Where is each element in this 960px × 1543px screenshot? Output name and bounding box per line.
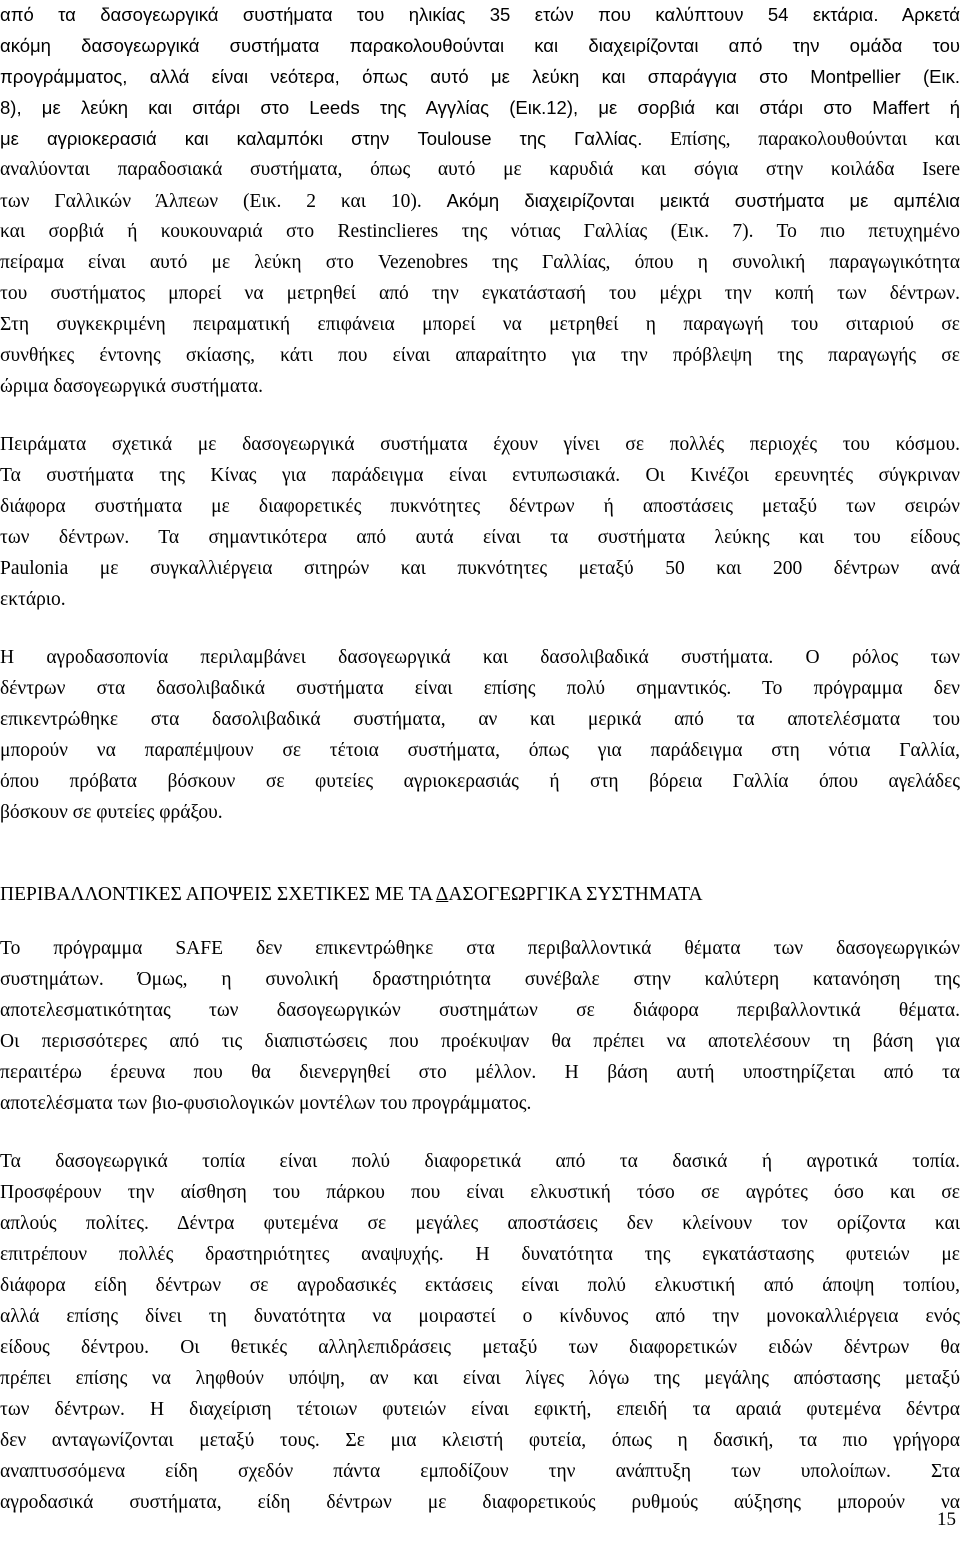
- text-line: Η αγροδασοπονία περιλαμβάνει δασογεωργικά και δασολιβαδικά συστήματα. Ο ρόλος των: [0, 647, 960, 668]
- text-line: είδους δέντρου. Οι θετικές αλληλεπιδράσεις μεταξύ των διαφορετικών ειδών δέντρων θα: [0, 1337, 960, 1358]
- text-line: των δέντρων. Η διαχείριση τέτοιων φυτειών είναι εφικτή, επειδή τα αραιά φυτεμένα δέντρα: [0, 1399, 960, 1420]
- text-line: δέντρων στα δασολιβαδικά συστήματα είναι επίσης πολύ σημαντικός. Το πρόγραμμα δεν: [0, 678, 960, 699]
- text-segment: Το πιο πετυχημένο: [776, 221, 960, 242]
- text-segment: των Γαλλικών Άλπεων (Εικ. 2 και 10).: [0, 191, 422, 212]
- text-line: Paulonia με συγκαλλιέργεια σιτηρών και πυκνότητες μεταξύ 50 και 200 δέντρων ανά: [0, 558, 960, 579]
- text-line: ακόμη δασογεωργικά συστήματα παρακολουθούνται και διαχειρίζονται από την ομάδα του: [0, 35, 960, 56]
- text-line: Στη συγκεκριμένη πειραματική επιφάνεια μπορεί να μετρηθεί η παραγωγή του σιταριού σε: [0, 314, 960, 335]
- text-line: μπορούν να παραπέμψουν σε τέτοια συστήματα, όπως για παράδειγμα στη νότια Γαλλία,: [0, 740, 960, 761]
- text-line: Το πρόγραμμα SAFE δεν επικεντρώθηκε στα περιβαλλοντικά θέματα των δασογεωργικών: [0, 938, 960, 959]
- text-line: δεν ανταγωνίζονται μεταξύ τους. Σε μια κλειστή φυτεία, όπως η δασική, τα πιο γρήγορα: [0, 1430, 960, 1451]
- text-line: [0, 186, 960, 216]
- section-heading: [0, 880, 960, 910]
- text-line: του συστήματος μπορεί να μετρηθεί από την εγκατάστασή του μέχρι την κοπή των δέντρων.: [0, 283, 960, 304]
- text-line: αναλύονται παραδοσιακά συστήματα, όπως αυτό με καρυδιά και σόγια στην κοιλάδα Isere: [0, 159, 960, 180]
- text-segment: Επίσης, παρακολουθούνται και: [670, 129, 960, 150]
- text-line: από τα δασογεωργικά συστήματα του ηλικίας 35 ετών που καλύπτουν 54 εκτάρια. Αρκετά: [0, 4, 960, 25]
- text-line: διάφορα συστήματα με διαφορετικές πυκνότητες δέντρων ή αποστάσεις μεταξύ των σειρών: [0, 496, 960, 517]
- text-line: πρέπει επίσης να ληφθούν υπόψη, αν και είναι λίγες λόγω της μεγάλης απόστασης μεταξύ: [0, 1368, 960, 1389]
- text-line: περαιτέρω έρευνα που θα διενεργηθεί στο μέλλον. Η βάση αυτή υποστηρίζεται από τα: [0, 1062, 960, 1083]
- text-line: απλούς πολίτες. Δέντρα φυτεμένα σε μεγάλες αποστάσεις δεν κλείνουν τον ορίζοντα και: [0, 1213, 960, 1234]
- text-line: συστημάτων. Όμως, η συνολική δραστηριότητα συνέβαλε στην καλύτερη κατανόηση της: [0, 969, 960, 990]
- text-line: [0, 124, 960, 154]
- text-line: Τα συστήματα της Κίνας για παράδειγμα είναι εντυπωσιακά. Οι Κινέζοι ερευνητές σύγκριναν: [0, 465, 960, 486]
- heading-text: ΑΣΟΓΕΩΡΓΙΚΑ ΣΥΣΤΗΜΑΤΑ: [448, 884, 703, 905]
- heading-underlined-letter: Δ: [435, 884, 449, 905]
- text-line: συνθήκες έντονης σκίασης, κάτι που είναι απαραίτητο για την πρόβλεψη της παραγωγής σε: [0, 345, 960, 366]
- text-line: 8), με λεύκη και σιτάρι στο Leeds της Αγγλίας (Εικ.12), με σορβιά και στάρι στο Maffert ή: [0, 97, 960, 118]
- text-line: εκτάριο.: [0, 589, 66, 610]
- text-line: επιτρέπουν πολλές δραστηριότητες αναψυχής. Η δυνατότητα της εγκατάστασης φυτειών με: [0, 1244, 960, 1265]
- text-line: αλλά επίσης δίνει τη δυνατότητα να μοιραστεί ο κίνδυνος από την μονοκαλλιέργεια ενός: [0, 1306, 960, 1327]
- text-line: αποτελέσματα των βιο-φυσιολογικών μοντέλων του προγράμματος.: [0, 1093, 532, 1114]
- text-line: βόσκουν σε φυτείες φράξου.: [0, 802, 223, 823]
- text-line: αγροδασικά συστήματα, είδη δέντρων με διαφορετικούς ρυθμούς αύξησης μπορούν να: [0, 1492, 960, 1513]
- text-line: προγράμματος, αλλά είναι νεότερα, όπως αυτό με λεύκη και σπαράγγια στο Montpellier (Εικ.: [0, 66, 960, 87]
- text-line: διάφορα είδη δέντρων σε αγροδασικές εκτάσεις είναι πολύ ελκυστική από άποψη τοπίου,: [0, 1275, 960, 1296]
- page-number: 15: [937, 1509, 956, 1530]
- text-line: ώριμα δασογεωργικά συστήματα.: [0, 376, 263, 397]
- heading-text: ΠΕΡΙΒΑΛΛΟΝΤΙΚΕΣ ΑΠΟΨΕΙΣ ΣΧΕΤΙΚΕΣ ΜΕ ΤΑ: [0, 884, 436, 905]
- text-line: όπου πρόβατα βόσκουν σε φυτείες αγριοκερασιάς ή στη βόρεια Γαλλία όπου αγελάδες: [0, 771, 960, 792]
- text-line: Τα δασογεωργικά τοπία είναι πολύ διαφορετικά από τα δασικά ή αγροτικά τοπία.: [0, 1151, 960, 1172]
- text-line: των δέντρων. Τα σημαντικότερα από αυτά είναι τα συστήματα λεύκης και του είδους: [0, 527, 960, 548]
- text-line: αποτελεσματικότητας των δασογεωργικών συστημάτων σε διάφορα περιβαλλοντικά θέματα.: [0, 1000, 960, 1021]
- text-segment: Ακόμη διαχειρίζονται μεικτά συστήματα με αμπέλια: [446, 190, 960, 211]
- text-line: πείραμα είναι αυτό με λεύκη στο Vezenobres της Γαλλίας, όπου η συνολική παραγωγικότητα: [0, 252, 960, 273]
- text-line: Πειράματα σχετικά με δασογεωργικά συστήματα έχουν γίνει σε πολλές περιοχές του κόσμου.: [0, 434, 960, 455]
- text-line: Οι περισσότερες από τις διαπιστώσεις που προέκυψαν θα πρέπει να αποτελέσουν τη βάση για: [0, 1031, 960, 1052]
- text-line: αναπτυσσόμενα είδη σχεδόν πάντα εμποδίζουν την ανάπτυξη των υπολοίπων. Στα: [0, 1461, 960, 1482]
- text-line: [0, 217, 960, 247]
- text-segment: και σορβιά ή κουκουναριά στο Restinclieres της νότιας Γαλλίας (Εικ. 7).: [0, 221, 754, 242]
- text-line: επικεντρώθηκε στα δασολιβαδικά συστήματα, αν και μερικά από τα αποτελέσματα του: [0, 709, 960, 730]
- text-line: Προσφέρουν την αίσθηση του πάρκου που είναι ελκυστική τόσο σε αγρότες όσο και σε: [0, 1182, 960, 1203]
- text-segment: με αγριοκερασιά και καλαμπόκι στην Toulouse της Γαλλίας.: [0, 128, 643, 149]
